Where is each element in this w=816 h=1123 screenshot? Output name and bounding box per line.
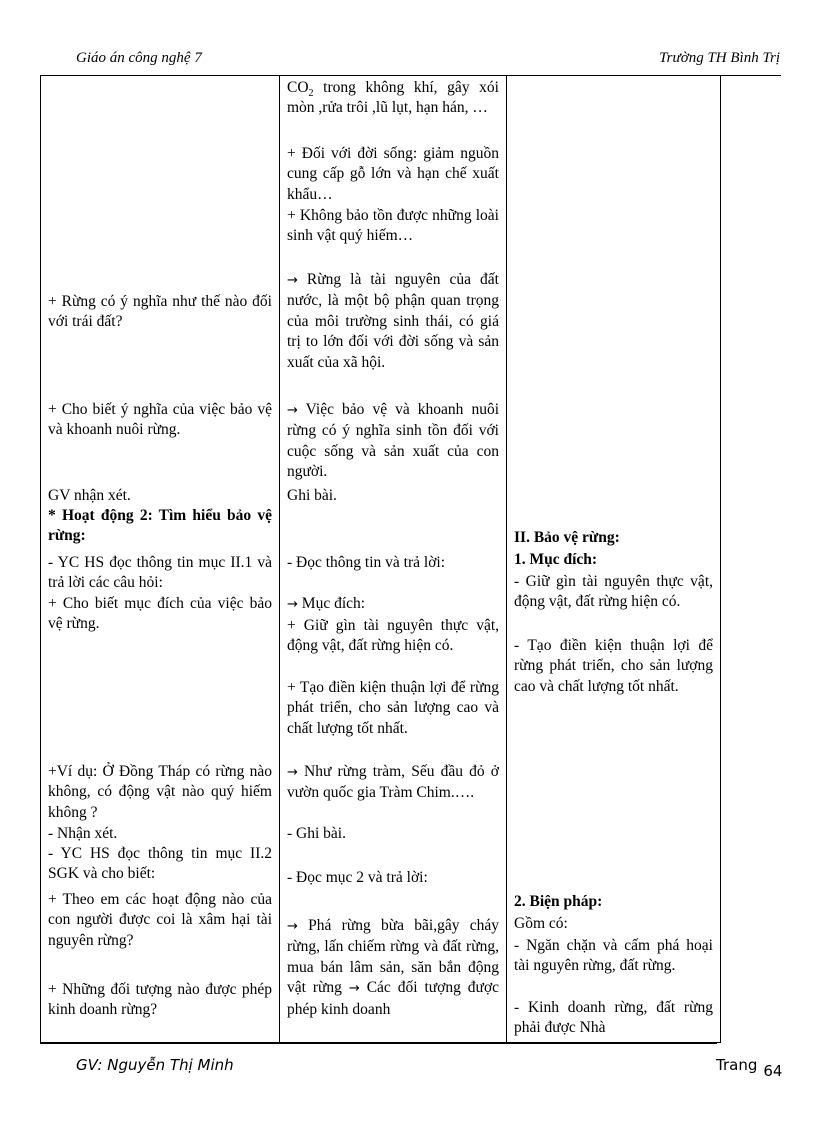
- teacher-activity-column: [41, 76, 280, 1043]
- purpose-title-text: Mục đích:: [297, 595, 366, 612]
- co2-rest-text: trong không khí, gây xói mòn ,rửa trôi ,lũ lụt, hạn hán, …: [287, 79, 499, 117]
- question-protection-meaning: + Cho biết ý nghĩa của việc bảo vệ và khoanh nuôi rừng.: [48, 401, 272, 439]
- answer-forest-resource: [287, 270, 499, 373]
- question-protection-purpose: + Cho biết mục đích của việc bảo vệ rừng.: [48, 595, 272, 633]
- question-harmful-activities: + Theo em các hoạt động nào của con người được coi là xâm hại tài nguyên rừng?: [48, 891, 272, 949]
- footer-page: [716, 1056, 783, 1080]
- activity-2-heading-text: * Hoạt động 2: Tìm hiểu bảo vệ rừng:: [48, 507, 272, 545]
- question-allowed-entities: + Những đối tượng nào được phép kinh doanh rừng?: [48, 981, 272, 1019]
- harmful-text: Phá rừng bừa bãi,gây cháy rừng, lấn chiếm rừng và đất rừng, mua bán lâm sản, săn bắn động vật rừng: [287, 917, 499, 997]
- page-number: 64: [763, 1062, 783, 1080]
- arrow-icon: →: [287, 403, 298, 418]
- answer-example: [287, 762, 499, 804]
- allowed-text: Các đối tượng được phép kinh doanh: [287, 979, 500, 1018]
- instruction-read-section-2: - Đọc mục 2 và trả lời:: [287, 869, 428, 886]
- purpose-heading: [514, 550, 713, 570]
- answer-protection-meaning: [287, 400, 499, 483]
- footer-rule: [40, 1043, 717, 1044]
- answer-life-impact: + Đối với đời sống: giảm nguồn cung cấp gỗ lớn và hạn chế xuất khẩu…: [287, 145, 499, 203]
- arrow-icon: →: [287, 919, 298, 934]
- co2-text: CO: [287, 79, 309, 96]
- content-measure-1: - Ngăn chặn và cấm phá hoại tài nguyên rừng, đất rừng.: [514, 937, 713, 975]
- answer-conservation: + Không bảo tồn được những loài sinh vật quý hiếm…: [287, 207, 499, 245]
- arrow-icon: →: [348, 981, 360, 997]
- header-subject: Giáo án công nghệ 7: [76, 50, 202, 66]
- content-measure-2: - Kinh doanh rừng, đất rừng phải được Nhà: [514, 999, 713, 1037]
- arrow-icon: →: [287, 273, 298, 288]
- page-label: Trang: [716, 1056, 758, 1074]
- note-write-lesson: Ghi bài.: [287, 487, 337, 504]
- arrow-icon: →: [287, 765, 298, 780]
- student-activity-column: [280, 76, 507, 1043]
- answer-co2-effects: [287, 78, 499, 119]
- protection-meaning-text: Việc bảo vệ và khoanh nuôi rừng có ý nghĩa sinh tồn đối với cuộc sống và sản xuất của con người.: [287, 401, 499, 481]
- forest-resource-text: Rừng là tài nguyên của đất nước, là một bộ phận quan trọng của môi trường sinh thái, có giá trị to lớn đối với đời sống và sản xuất của xã hội.: [287, 271, 499, 371]
- measures-heading-text: 2. Biện pháp:: [514, 893, 603, 910]
- teacher-comment: GV nhận xét.: [48, 487, 131, 504]
- content-purpose-1: - Giữ gìn tài nguyên thực vật, động vật, đất rừng hiện có.: [514, 573, 713, 611]
- answer-purpose-title: [287, 594, 499, 615]
- answer-purpose-1: + Giữ gìn tài nguyên thực vật, động vật, đất rừng hiện có.: [287, 617, 499, 655]
- example-text: Như rừng tràm, Sếu đầu đỏ ở vườn quốc gia Tràm Chim.….: [287, 763, 499, 802]
- instruction-read-answer: - Đọc thông tin và trả lời:: [287, 554, 445, 571]
- answer-purpose-2: + Tạo điền kiện thuận lợi để rừng phát triển, cho sản lượng cao và chất lượng tốt nhất.: [287, 679, 499, 737]
- measures-heading: [514, 892, 713, 912]
- purpose-heading-text: 1. Mục đích:: [514, 551, 598, 568]
- section-ii-heading-text: II. Bảo vệ rừng:: [514, 529, 620, 546]
- co2-subscript: 2: [308, 88, 314, 100]
- answer-harmful-activities: [287, 916, 499, 1020]
- question-dong-thap-example: +Ví dụ: Ở Đồng Tháp có rừng nào không, có động vật nào quý hiếm không ?: [48, 763, 272, 821]
- note-write-lesson-2: - Ghi bài.: [287, 825, 346, 842]
- question-forest-meaning: + Rừng có ý nghĩa như thế nào đối với trái đất?: [48, 293, 272, 331]
- instruction-read-ii1: - YC HS đọc thông tin mục II.1 và trả lời các câu hỏi:: [48, 554, 272, 592]
- activity-2-heading: [48, 506, 272, 547]
- lesson-table: [40, 76, 721, 1043]
- teacher-remark: - Nhận xét.: [48, 825, 118, 842]
- instruction-read-ii2: - YC HS đọc thông tin mục II.2 SGK và cho biết:: [48, 845, 272, 883]
- measures-includes: Gồm có:: [514, 915, 568, 932]
- section-ii-heading: [514, 528, 713, 548]
- content-purpose-2: - Tạo điền kiện thuận lợi để rừng phát triển, cho sản lượng cao và chất lượng tốt nhất.: [514, 637, 713, 695]
- arrow-icon: →: [287, 597, 298, 612]
- content-column: [507, 76, 721, 1043]
- footer-teacher: GV: Nguyễn Thị Minh: [76, 1056, 234, 1074]
- header-school: Trường TH Bình Trị: [659, 50, 780, 66]
